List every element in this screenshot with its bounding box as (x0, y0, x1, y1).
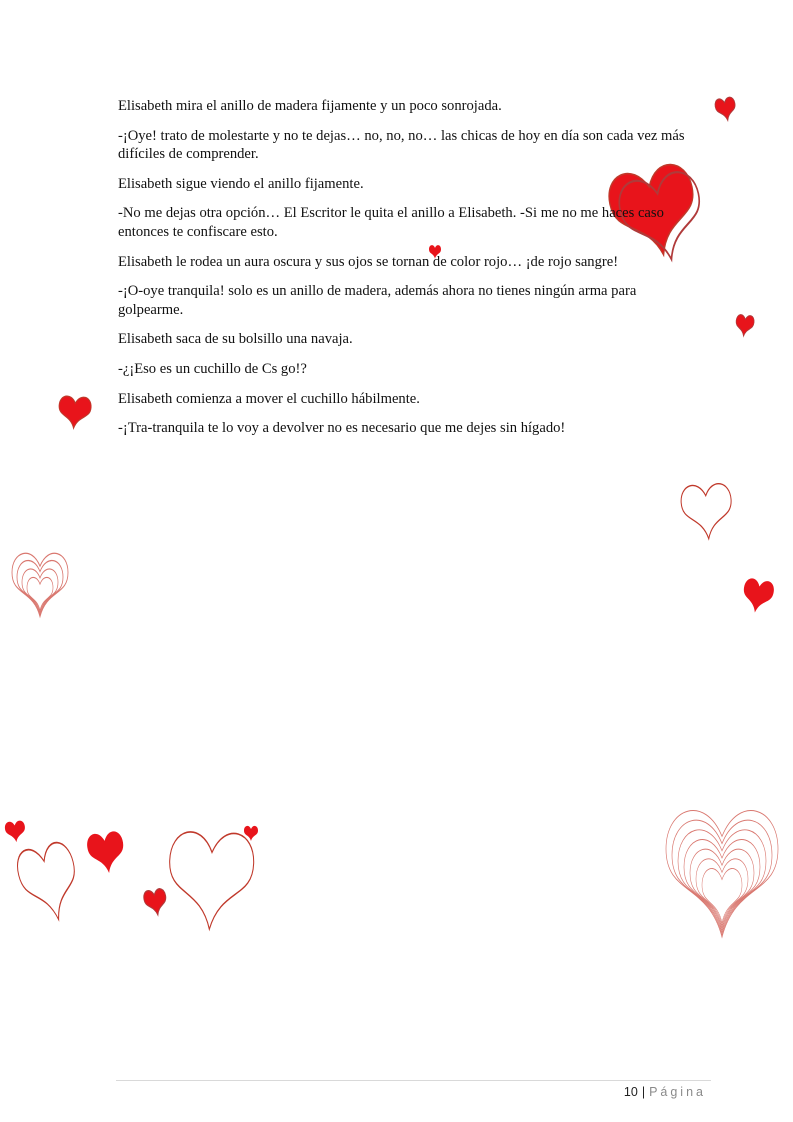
paragraph: -No me dejas otra opción… El Escritor le quita el anillo a Elisabeth. -Si me no me haces caso entonces te confiscare esto. (118, 205, 664, 240)
paragraph: -¿¡Eso es un cuchillo de Cs go!? (118, 360, 307, 377)
footer-separator: | (641, 1085, 646, 1099)
heart-small-icon (740, 577, 775, 615)
paragraph: -¡O-oye tranquila! solo es un anillo de madera, además ahora no tienes ningún arma para golpearme. (118, 283, 637, 318)
heart-outline-icon (680, 483, 734, 541)
paragraph: Elisabeth mira el anillo de madera fijamente y un poco sonrojada. (118, 98, 502, 114)
heart-outline-icon (167, 831, 254, 930)
story-text (118, 97, 696, 449)
paragraph: -¡Oye! trato de molestarte y no te dejas… no, no, no… las chicas de hoy en día son cada vez más difíciles de comprender. (118, 127, 685, 163)
heart-small-icon (714, 96, 738, 122)
footer-divider (116, 1080, 711, 1081)
paragraph: Elisabeth sigue viendo el anillo fijamente. (118, 175, 364, 192)
heart-small-icon (143, 888, 169, 917)
heart-small-icon (58, 396, 92, 430)
heart-small-icon (735, 314, 755, 337)
heart-small-icon (4, 820, 26, 843)
paragraph: Elisabeth le rodea un aura oscura y sus ojos se tornan de color rojo… ¡de rojo sangre! (118, 253, 619, 270)
page-number: 10 (623, 1085, 638, 1099)
paragraph: Elisabeth comienza a mover el cuchillo hábilmente. (118, 390, 420, 407)
heart-lines-icon (12, 553, 68, 616)
page-label: Página (649, 1085, 706, 1099)
paragraph: Elisabeth saca de su bolsillo una navaja. (118, 331, 353, 348)
page-footer (624, 1085, 706, 1099)
heart-lines-icon (666, 811, 778, 938)
paragraph: -¡Tra-tranquila te lo voy a devolver no es necesario que me dejes sin hígado! (118, 420, 566, 437)
heart-small-icon (86, 830, 127, 875)
heart-outline-icon (13, 840, 86, 927)
